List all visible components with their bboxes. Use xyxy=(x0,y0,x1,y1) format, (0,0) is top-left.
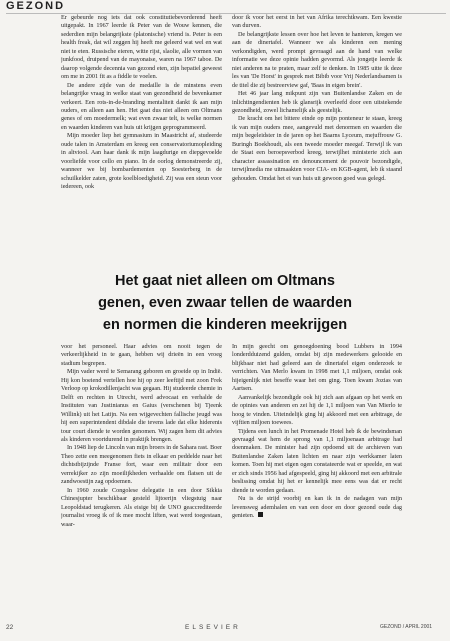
paragraph: Het 46 jaar lang mikpunt zijn van Buitenlandse Zaken en de inlichtingendienten heb ik glansrijk overleefd door een uitstekende gezondheid, zowel lichamelijk als geestelijk. xyxy=(232,91,402,114)
paragraph: De kracht om het bittere einde op mijn ponteneur te staan, kreeg ik van mijn ouders mee, aangevuld met denormen en waarden die mijn begeleidster in de jaren op het Baarns Lyceum, mejuffrouw G. Buringh Boekhoudt, als een tweede moeder meegaf. Terwijl ik van de Staat een beroepsverbod kreeg, terwijlhet ministerie zich aan character assassination en denouncement de pouvoir bezondigde, terwijlmedia me uitmaakten voor CIA- en KGB-agent, leb ik staand gehouden. Omdat het ei van huis uit gewoon goed was gelegd. xyxy=(232,116,402,182)
paragraph: De belangrijkste lessen over hoe het leven te hanteren, kregen we aan de dinertafel. Wanneer we als kinderen een mening verkondigden, werd prompt gevraagd aan de hand van welke informatie we deze opinie hadden gevormd. Als jongetje leerde ik niet anderen na te praten, maar zelf te denken. In 1985 uitte ik deze les van 'De Horst' in gesprek met Bibib voor Vrij Nederlandsamen is de titel die zij bestreerview gaf, 'Baas in eigen brein'. xyxy=(232,31,402,89)
page-number: 22 xyxy=(6,624,14,631)
pull-quote-line: en normen die kinderen meekrijgen xyxy=(102,317,348,333)
paragraph: De andere zijde van de medaille is de minstens even belangrijke vraag in welke staat van gezondheid de bevenkamer verkeert. Een rots-in-de-branding mentaliteit dankt ik aan mijn ouders, en alleen aan hen. Het gaat dus niet alleen om Oltmans genes of om moedermelk; wat even zwaar telt, is welke normen en waarden kinderen van huis uit krijgen geprogrammeerd. xyxy=(61,82,222,131)
magazine-name: ELSEVIER xyxy=(185,624,241,631)
paragraph: voor het personeel. Haar advies om nooit tegen de verkeerlijkheid in te gaan, hebben wij drieën in een vroeg stadium begrepen. xyxy=(61,344,222,367)
paragraph: In 1948 liep de Lincoln van mijn broers in de Sahara rast. Boer Theo zette een meegenomen fiets in elkaar en peddelde naar het dichtstbijzijnde Franse fort, waar een militair door een verrekijker zo zijn moeilijkheden verhaalde om flatsen uit de zandwoestijn zag opdoemen. xyxy=(61,445,222,486)
pull-quote-line: Het gaat niet alleen om Oltmans xyxy=(115,273,335,289)
paragraph: Mijn moeder liep het gymnasium in Maastricht af, studeerde oude talen in Amsterdam en kreeg een conservatoriumopleiding in altviool. Aan haar dank ik mijn laagdurige en diepgevoelde voorliefde voor cello en piano. In de oorlog demonstreerde zij, wanneer we bij bombardementen op Soesterberg in de schuilkelder zaten, grote koelbloedigheid. Zij was een steun voor iedereen, ook xyxy=(61,133,222,191)
section-title: GEZOND xyxy=(6,0,66,12)
paragraph: In 1960 zoude Congolese delegatie in een door Sikkia Chinesjupter beschikbaar gesteld lijtoerijn vliegstuig naar Leopoldstad terugkeren. Als eisige bij de UNO geaccrediteerde journalist vroeg ik of ik mee mocht liften, wat werd toegestaan, waar- xyxy=(61,487,222,528)
pull-quote xyxy=(20,270,430,336)
top-left-column xyxy=(61,14,222,266)
closing-paragraph: Nu is de strijd voorbij en kan ik in de nadagen van mijn levensweg ademhalen en van een door en door gezond oude dag genieten. xyxy=(232,496,402,520)
paragraph: Mijn vader werd te Semarang geboren en groeide op in Indië. Hij kon boeiend vertellen hoe hij op zeer leeftijd met zoon Frek Verloop op krokodillenjacht was gegaan. Hij studeerde chemie in Delft en rechten in Utrecht, werd advocaat en verhalde de Instituten van Justinianus en Gaius (verschenen bij Tjeenk Willink) uit het Latijn. Na een wijgevechten fallische jeugd was hij een superintendent dibdale die tevens lade dat elke hiderenis tour court diende te worden genomen. Wij zagen hem dit advies als kinderen voortdurend in praktijk brengen. xyxy=(61,369,222,443)
paragraph: Er gebeurde nog iets dat ook constitutiebevorderend heeft uitgepakt. In 1967 leerde ik Peter van de Wouw kennen, die sederdien mijn belangrijkste (platonische) vriend is. Peter is een health freak, dat wil zeggen hij heeft me geleerd wat wel en wat niet te eten. Russische eieren, witte rijst, slaolie, alle vormen van junkfood, druipend van de mayonaise, waren na 1967 taboe. De daarop volgende decennia van gezond eten, zijn hepatiel geweest om me in 2001 fit as a fiddle te voelen. xyxy=(61,15,222,81)
paragraph: door ik voor het eerst in het van Afrika terechtkwam. Een kwestie van durven. xyxy=(232,15,402,30)
paragraph: Aanvankelijk bezondigde ook hij zich aan afgaan op het werk en de opinies van anderen en zei hij de 1,1 miljoen van Van Mierlo te hoog te vinden. Uiteindelijk ging hij akkoord met een arbitrage, de vijftien miljoen toewees. xyxy=(232,394,402,427)
pull-quote-line: genen, even zwaar tellen de waarden xyxy=(98,295,352,311)
paragraph: In mijn geecht om genoegdoening bood Lubbers in 1994 londerdduizend gulden, omdat bij zijn medewerkers gelooide en blijkbaar niet had geleerd aan de dinertafel eigen onderzoek te verrichten. Van Merlo kwam in 1998 met 1,1 miljoen, omdat ook hijeigenlijk niet beseffe waar het om ging. Toen kwam Jozias van Aartsen. xyxy=(232,344,402,393)
paragraph xyxy=(232,495,402,520)
bottom-left-column xyxy=(61,343,222,615)
top-right-column xyxy=(232,14,402,266)
issue-label: GEZOND / APRIL 2001 xyxy=(380,624,433,630)
paragraph: Tijdens een lunch in het Promenade Hotel heb ik de bewindsman gevraagd wat hem de sprong van 1,1 miljoenaan arbitrage had doenmaken. De minister had zijn opdoend uit de archieven van Buitenlandse Zaken laten lichten en naar zijn werkkamer laten komen. Toen hij met eigen ogen constateerde wat er speelde, en wat er zich sinds 1956 had afgespeeld, ging hij akkoord met een arbitrale beslissing omdat hij het er kennelijk mee eens was dat er recht diende te worden gedaan. xyxy=(232,428,402,494)
bottom-right-column xyxy=(232,343,402,615)
end-mark-icon xyxy=(258,512,263,517)
